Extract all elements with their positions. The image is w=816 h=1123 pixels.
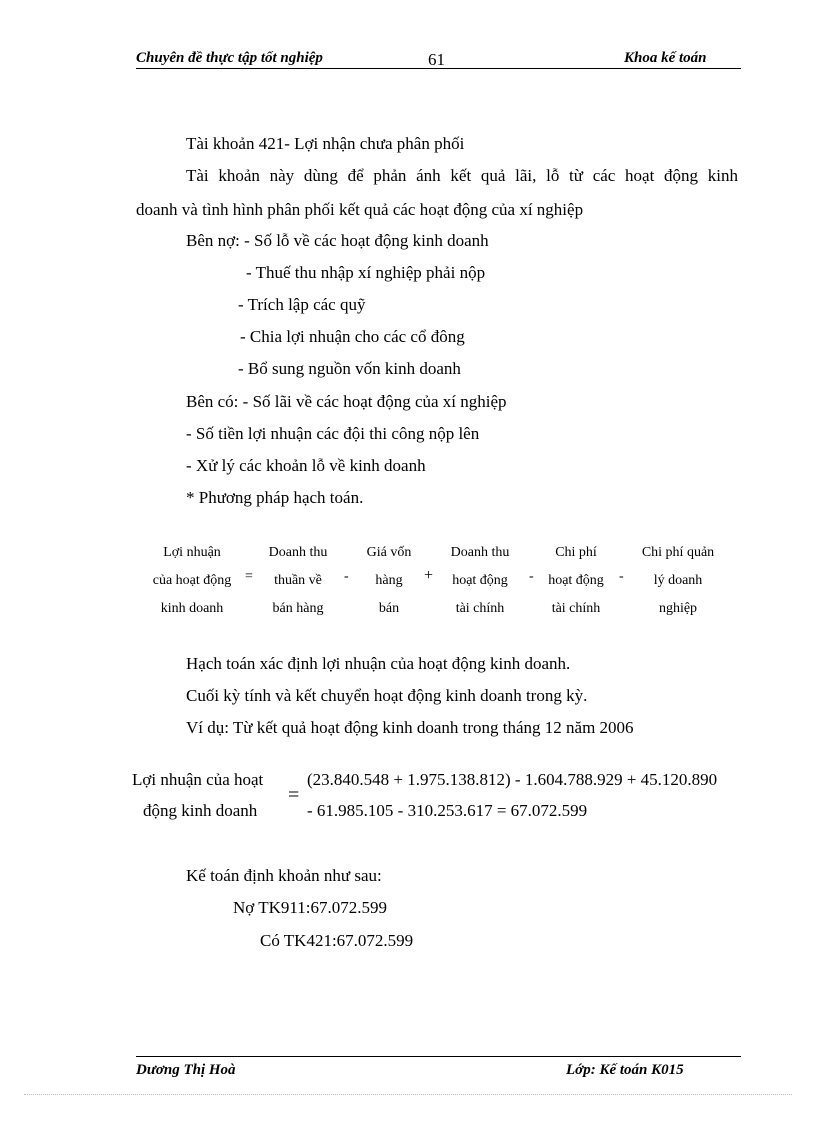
- term-line: bán hàng: [272, 601, 324, 616]
- term-line: lý doanh: [653, 573, 703, 588]
- header-rule: [136, 68, 741, 69]
- footer-class: Lớp: Kế toán K015: [566, 1062, 684, 1078]
- calc-expression-line-2: - 61.985.105 - 310.253.617 = 67.072.599: [307, 801, 588, 820]
- term-line: bán: [378, 601, 400, 616]
- formula-term-net-revenue: [258, 539, 338, 623]
- ben-no-label: Bên nợ: - Số lỗ về các hoạt động kinh doanh: [186, 231, 489, 250]
- calc-label-line-2: động kinh doanh: [143, 801, 258, 820]
- header-left-title: Chuyên đề thực tập tốt nghiệp: [136, 50, 323, 66]
- operator-minus: -: [619, 569, 624, 584]
- formula-term-cogs: [358, 539, 420, 623]
- ben-no-item: - Chia lợi nhuận cho các cổ đông: [240, 327, 465, 346]
- ben-no-item: - Bổ sung nguồn vốn kinh doanh: [238, 359, 461, 378]
- formula-term-admin-cost: [630, 539, 726, 623]
- term-line: Lợi nhuận: [163, 545, 221, 560]
- term-line: tài chính: [455, 601, 505, 616]
- operator-minus: -: [529, 569, 534, 584]
- operator-minus: -: [344, 569, 349, 584]
- entry-debit: Nợ TK911:67.072.599: [233, 898, 387, 917]
- ben-co-item: - Số tiền lợi nhuận các đội thi công nộp lên: [186, 424, 480, 443]
- term-line: hoạt động: [548, 573, 604, 588]
- accounting-line-2: Cuối kỳ tính và kết chuyển hoạt động kinh doanh trong kỳ.: [186, 686, 588, 705]
- entry-title: Kế toán định khoản như sau:: [186, 866, 382, 885]
- term-line: nghiệp: [658, 601, 698, 616]
- intro-line-2: doanh và tình hình phân phối kết quả các hoạt động của xí nghiệp: [136, 200, 584, 219]
- term-line: kinh doanh: [160, 601, 224, 616]
- formula-term-financial-cost: [540, 539, 612, 623]
- calc-equals: =: [288, 784, 300, 806]
- term-line: hàng: [375, 573, 403, 588]
- term-line: Giá vốn: [366, 545, 412, 560]
- page-bottom-divider: [24, 1094, 792, 1095]
- ben-co-item: - Xử lý các khoản lỗ về kinh doanh: [186, 456, 426, 475]
- formula-term-profit: [142, 539, 242, 623]
- operator-plus: +: [424, 567, 434, 584]
- ben-no-item: - Thuế thu nhập xí nghiệp phải nộp: [246, 263, 486, 282]
- term-line: Chi phí quản: [641, 545, 715, 560]
- ben-co-label: Bên có: - Số lãi về các hoạt động của xí nghiệp: [186, 392, 507, 411]
- method-title: * Phương pháp hạch toán.: [186, 488, 364, 507]
- term-line: thuần về: [274, 573, 322, 588]
- page-number: 61: [428, 50, 445, 69]
- ben-no-item: - Trích lập các quỹ: [238, 295, 366, 314]
- term-line: Chi phí: [555, 545, 597, 560]
- term-line: Doanh thu: [450, 545, 510, 560]
- calc-expression-line-1: (23.840.548 + 1.975.138.812) - 1.604.788.929 + 45.120.890: [307, 770, 718, 789]
- account-title: Tài khoản 421- Lợi nhận chưa phân phối: [186, 134, 465, 153]
- term-line: của hoạt động: [152, 573, 232, 588]
- operator-equals: =: [245, 569, 253, 584]
- footer-rule: [136, 1056, 741, 1057]
- accounting-line-1: Hạch toán xác định lợi nhuận của hoạt động kinh doanh.: [186, 654, 571, 673]
- term-line: hoạt động: [452, 573, 508, 588]
- term-line: tài chính: [551, 601, 601, 616]
- intro-line-1: Tài khoản này dùng để phản ánh kết quả lãi, lỗ từ các hoạt động kinh: [186, 166, 738, 185]
- footer-author: Dương Thị Hoà: [136, 1062, 236, 1078]
- calc-label-line-1: Lợi nhuận của hoạt: [132, 770, 264, 789]
- entry-credit: Có TK421:67.072.599: [260, 931, 414, 950]
- header-right-title: Khoa kế toán: [624, 50, 707, 66]
- formula-term-financial-revenue: [440, 539, 520, 623]
- example-line: Ví dụ: Từ kết quả hoạt động kinh doanh trong tháng 12 năm 2006: [186, 718, 634, 737]
- term-line: Doanh thu: [268, 545, 328, 560]
